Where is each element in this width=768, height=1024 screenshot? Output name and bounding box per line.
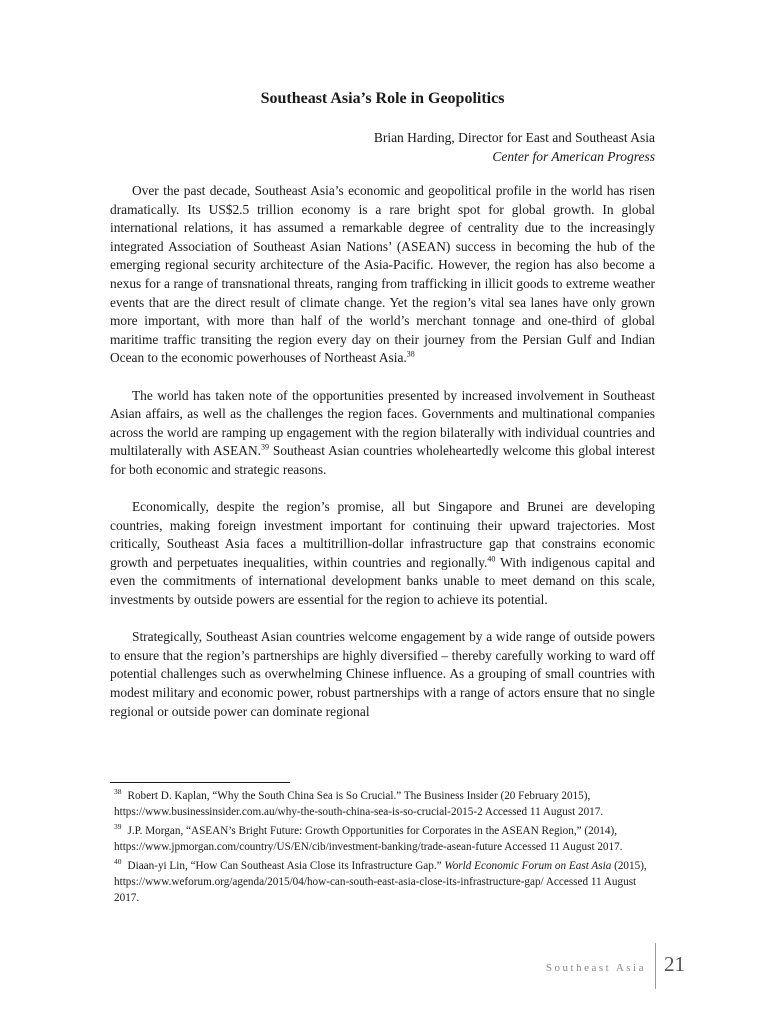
byline-author: Brian Harding, Director for East and Southeast Asia (373, 130, 655, 145)
page-number: 21 (664, 952, 685, 976)
paragraph: Strategically, Southeast Asian countries welcome engagement by a wide range of outside powers to ensure that the region’s partnerships are highly diversified – thereby carefully working to ward off potential challenges such as overwhelming Chinese influence. As a grouping of small countries with modest military and economic power, robust partnerships with a range of actors ensure that no single regional or outside power can dominate regional (110, 629, 655, 719)
footnote-reference[interactable]: 38 (406, 349, 415, 359)
footnote-reference[interactable]: 40 (487, 554, 496, 564)
byline (374, 128, 655, 166)
footer-section-label: Southeast Asia (545, 962, 646, 974)
footnote-number: 40 (114, 857, 122, 867)
body-text (110, 182, 655, 721)
footnote-reference[interactable]: 39 (261, 442, 269, 452)
page-title: Southeast Asia’s Role in Geopolitics (260, 90, 505, 107)
paragraph: Economically, despite the region’s promise, all but Singapore and Brunei are developing countries, making foreign investment important for continuing their upward trajectories. Most critically, Southeast Asia faces a multitrillion-dollar infrastructure gap that constrains economic growth and perpetuates inequalities, within countries and regionally.$^{40}$ With indigenous capital and even the commitments of international development banks unable to meet demand on this scale, investments by outside powers are essential for the region to achieve its potential. (110, 499, 656, 608)
footer-divider (655, 943, 656, 989)
footnote: $^{38}$ Robert D. Kaplan, “Why the South China Sea is So Crucial.” The Business Insider (20 February 2015), https://www.businessinsider.com.au/why-the-south-china-sea-is-so-crucial-2015-2 Accessed 11 August 2017. (114, 787, 604, 818)
paragraph: Over the past decade, Southeast Asia’s economic and geopolitical profile in the world has risen dramatically. Its US$2.5 trillion economy is a rare bright spot for global growth. In global international relations, it has assumed a remarkable degree of centrality due to the increasingly integrated Association of Southeast Asian Nations’ (ASEAN) success in becoming the hub of the emerging regional security architecture of the Asia-Pacific. However, the region has also become a nexus for a range of transnational threats, ranging from trafficking in illicit goods to extreme weather events that are the direct result of climate change. Yet the region’s vital sea lanes have only grown more important, with more than half of the world’s merchant tonnage and one-third of global maritime traffic transiting the region every day on their journey from the Persian Gulf and Indian Ocean to the economic powerhouses of Northeast Asia.$^{38}$ (110, 183, 655, 366)
footnote-number: 38 (114, 787, 122, 797)
footnotes (114, 788, 655, 909)
footnote-publication: World Economic Forum on East Asia (444, 860, 612, 872)
footnote: $^{39}$ J.P. Morgan, “ASEAN’s Bright Future: Growth Opportunities for Corporates in the ASEAN Region,” (2014), https://www.jpmorgan.com/country/US/EN/cib/investment-banking/trade-asean-future Accessed 11 August 2017. (114, 822, 623, 853)
byline-organization: Center for American Progress (492, 149, 655, 164)
footnote-divider (110, 782, 290, 783)
paragraph: The world has taken note of the opportunities presented by increased involvement in Southeast Asian affairs, as well as the challenges the region faces. Governments and multinational companies across the world are ramping up engagement with the region bilaterally with individual countries and multilaterally with ASEAN.$^{39}$ Southeast Asian countries wholeheartedly welcome this global interest for both economic and strategic reasons. (110, 387, 655, 477)
footnote: $^{40}$ Diaan-yi Lin, “How Can Southeast Asia Close its Infrastructure Gap.” World Economic Forum on East Asia (2015), https://www.weforum.org/agenda/2015/04/how-can-south-east-asia-close-its-infrastructure-gap/ Accessed 11 August 2017. (114, 857, 647, 904)
footnote-number: 39 (114, 822, 122, 832)
